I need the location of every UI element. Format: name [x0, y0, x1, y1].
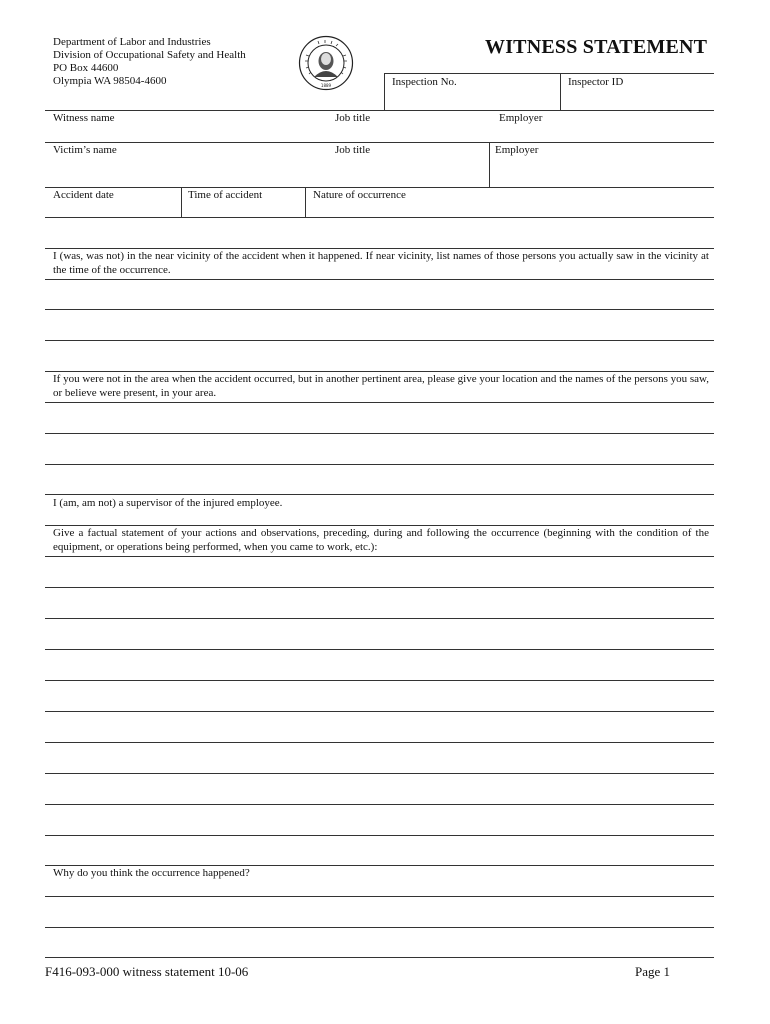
accident-date-field[interactable]: [46, 202, 179, 216]
inspection-no-field[interactable]: [385, 88, 559, 109]
supervisor-statement: I (am, am not) a supervisor of the injured employee.: [53, 497, 283, 509]
vicinity-answer-line-1[interactable]: [46, 280, 712, 308]
witness-name-label: Witness name: [53, 112, 115, 124]
form-id: F416-093-000 witness statement 10-06: [45, 964, 249, 979]
victim-job-title-label: Job title: [335, 144, 371, 156]
state-seal-icon: [298, 35, 354, 91]
nature-of-occurrence-field[interactable]: [307, 202, 712, 216]
inspection-no-label: Inspection No.: [392, 76, 457, 88]
other-area-answer-line-1[interactable]: [46, 403, 712, 432]
victim-employer-label: Employer: [495, 144, 539, 156]
accident-date-label: Accident date: [53, 189, 114, 201]
witness-employer-field[interactable]: [494, 126, 712, 142]
statement-line-9[interactable]: [46, 805, 712, 834]
victim-employer-field[interactable]: [491, 158, 712, 186]
statement-line-10[interactable]: [46, 836, 712, 864]
page-number: Page 1: [635, 964, 671, 979]
victim-name-label: Victim’s name: [53, 144, 117, 156]
nature-of-occurrence-label: Nature of occurrence: [313, 189, 406, 201]
witness-job-title-field[interactable]: [330, 126, 490, 142]
statement-line-3[interactable]: [46, 619, 712, 648]
victim-job-title-field[interactable]: [330, 158, 487, 186]
statement-line-2[interactable]: [46, 588, 712, 617]
agency-line-1: Department of Labor and Industries: [53, 36, 211, 48]
witness-name-field[interactable]: [46, 126, 326, 142]
agency-line-2: Division of Occupational Safety and Health: [53, 49, 246, 61]
factual-statement-question: Give a factual statement of your actions and observations, preceding, during and following the occurrence (beginning with the condition of the equipment, or operations being performed, when you came to work, etc.):: [53, 527, 709, 553]
statement-line-7[interactable]: [46, 743, 712, 772]
statement-line-6[interactable]: [46, 712, 712, 741]
vicinity-answer-line-2[interactable]: [46, 310, 712, 339]
witness-employer-label: Employer: [499, 112, 543, 124]
statement-line-8[interactable]: [46, 774, 712, 803]
statement-line-1[interactable]: [46, 557, 712, 586]
time-of-accident-field[interactable]: [183, 202, 303, 216]
agency-line-4: Olympia WA 98504-4600: [53, 75, 167, 87]
agency-address: [53, 36, 246, 88]
agency-line-3: PO Box 44600: [53, 62, 119, 74]
inspector-id-field[interactable]: [561, 88, 713, 109]
inspector-id-label: Inspector ID: [568, 76, 624, 88]
witness-job-title-label: Job title: [335, 112, 371, 124]
victim-name-field[interactable]: [46, 158, 326, 186]
why-answer-line-2[interactable]: [46, 928, 712, 956]
statement-line-5[interactable]: [46, 681, 712, 710]
other-area-question: If you were not in the area when the accident occurred, but in another pertinent area, please give your location and the names of the persons you saw, or believe were present, in your area.: [53, 373, 709, 399]
seal-year: 1889: [320, 83, 332, 88]
other-area-answer-line-2[interactable]: [46, 434, 712, 463]
statement-line-4[interactable]: [46, 650, 712, 679]
why-question: Why do you think the occurrence happened?: [53, 867, 250, 879]
page-title: WITNESS STATEMENT: [485, 36, 708, 58]
vicinity-question: I (was, was not) in the near vicinity of the accident when it happened. If near vicinity, list names of those persons you actually saw in the vicinity at the time of the occurrence.: [53, 250, 709, 276]
why-answer-line-1[interactable]: [46, 897, 712, 926]
time-of-accident-label: Time of accident: [188, 189, 263, 201]
